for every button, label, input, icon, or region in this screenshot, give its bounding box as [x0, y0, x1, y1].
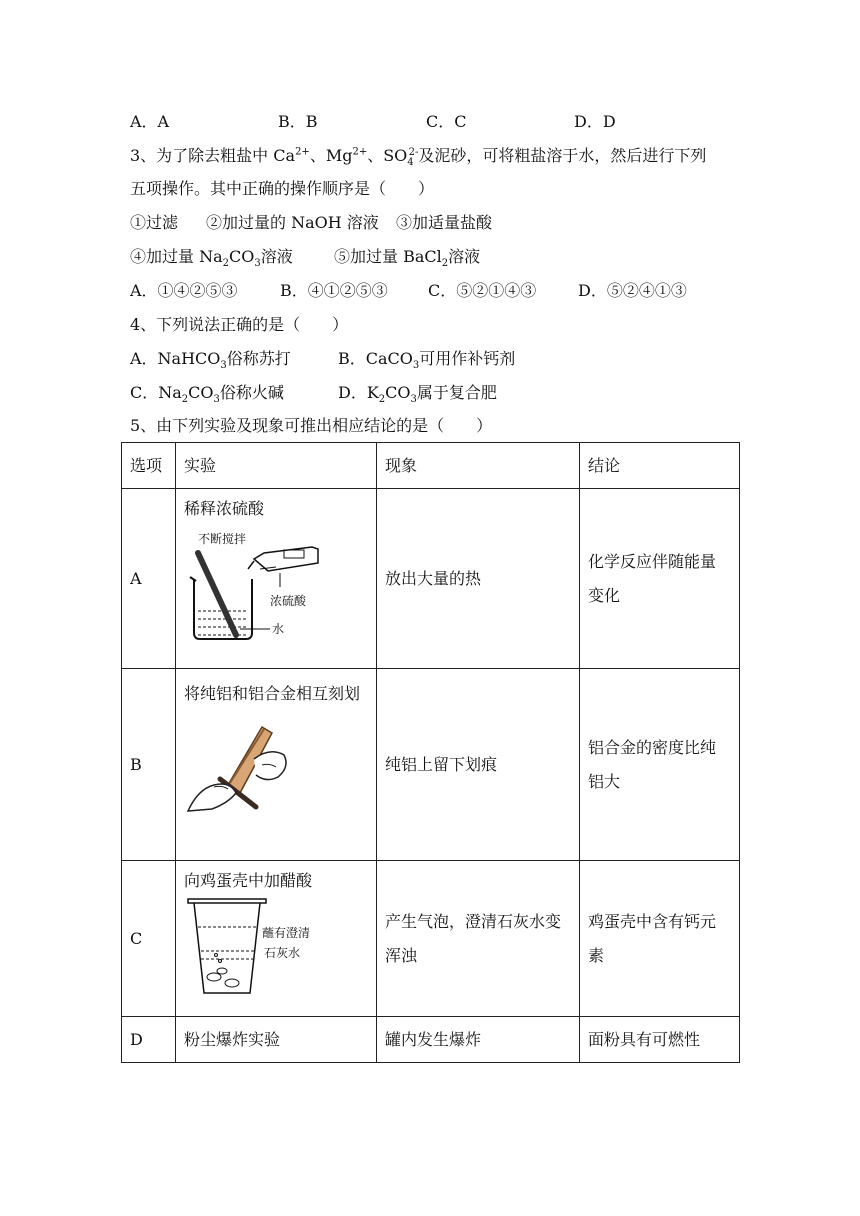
- header-experiment: 实验: [176, 443, 377, 489]
- row-a-phenomenon: 放出大量的热: [377, 489, 580, 669]
- q4-option-a: A．NaHCO$_3$俗称苏打: [130, 349, 291, 372]
- q4-stem: 4、下列说法正确的是（ ）: [130, 315, 349, 334]
- row-b-option: B: [122, 669, 176, 861]
- table-row: [122, 1017, 740, 1063]
- q3-option-c: C．⑤②①④③: [428, 281, 537, 300]
- table-header-row: [122, 443, 740, 489]
- header-conclusion: 结论: [580, 443, 740, 489]
- row-d-conclusion: 面粉具有可燃性: [580, 1017, 740, 1063]
- q2-options: [130, 110, 616, 134]
- fig-label-limewater-1: 蘸有澄清: [262, 926, 311, 940]
- q2-option-b: B．B: [278, 112, 318, 131]
- header-option: 选项: [122, 443, 176, 489]
- header-phenomenon: 现象: [377, 443, 580, 489]
- row-b-phenomenon: 纯铝上留下划痕: [377, 669, 580, 861]
- q4-option-c: C．$Na_2CO_3$俗称火碱: [130, 383, 284, 406]
- fig-label-acid: 浓硫酸: [270, 594, 307, 608]
- table-row: [122, 861, 740, 1017]
- q3-options: [130, 279, 687, 303]
- q2-option-a: A．A: [130, 112, 170, 131]
- q2-option-c: C．C: [426, 112, 467, 131]
- q4-option-d: D．$K_2CO_3$属于复合肥: [338, 383, 497, 406]
- fig-label-water: 水: [272, 622, 285, 636]
- row-c-phenomenon: 产生气泡，澄清石灰水变浑浊: [377, 861, 580, 1017]
- q3-stem-line1: 3、为了除去粗盐中 $Ca^{2+}$、$Mg^{2+}$、$SO_4^{2-}$及泥砂，可将粗盐溶于水，然后进行下列: [130, 146, 707, 169]
- row-c-experiment: 向鸡蛋壳中加醋酸 蘸有澄清 石灰水: [176, 861, 377, 1017]
- q3-option-a: A．①④②⑤③: [130, 281, 238, 300]
- q3-stem-line2: 五项操作。其中正确的操作顺序是（ ）: [130, 179, 435, 198]
- row-c-option: C: [122, 861, 176, 1017]
- q3-option-d: D．⑤②④①③: [578, 281, 687, 300]
- row-b-conclusion: 铝合金的密度比纯铝大: [580, 669, 740, 861]
- table-row: [122, 489, 740, 669]
- dilute-sulfuric-acid-figure: [184, 525, 324, 645]
- table-row: [122, 669, 740, 861]
- q5-table: [121, 442, 740, 1063]
- row-d-phenomenon: 罐内发生爆炸: [377, 1017, 580, 1063]
- q5-stem: 5、由下列实验及现象可推出相应结论的是（ ）: [130, 416, 493, 435]
- q3-option-b: B．④①②⑤③: [280, 281, 388, 300]
- row-a-option: A: [122, 489, 176, 669]
- q3-operations-1: ①过滤 ②加过量的 NaOH 溶液 ③加适量盐酸: [130, 213, 493, 232]
- eggshell-acetic-acid-figure: [184, 897, 324, 997]
- q3-operations-2: ④加过量 $Na_2CO_3$溶液 ⑤加过量 BaCl$_2$溶液: [130, 247, 481, 270]
- q4-options-2: [130, 381, 497, 405]
- row-c-conclusion: 鸡蛋壳中含有钙元素: [580, 861, 740, 1017]
- q4-option-b: B．CaCO$_3$可用作补钙剂: [338, 349, 516, 372]
- q4-options-1: [130, 347, 515, 371]
- row-d-experiment: 粉尘爆炸实验: [176, 1017, 377, 1063]
- fig-label-stir: 不断搅拌: [198, 532, 247, 546]
- scratch-metals-figure: [184, 715, 294, 815]
- q2-option-d: D．D: [574, 112, 616, 131]
- row-a-conclusion: 化学反应伴随能量变化: [580, 489, 740, 669]
- fig-label-limewater-2: 石灰水: [264, 946, 301, 960]
- row-b-experiment: 将纯铝和铝合金相互刻划: [176, 669, 377, 861]
- row-d-option: D: [122, 1017, 176, 1063]
- row-a-experiment: 稀释浓硫酸 不断搅拌 浓硫酸 水: [176, 489, 377, 669]
